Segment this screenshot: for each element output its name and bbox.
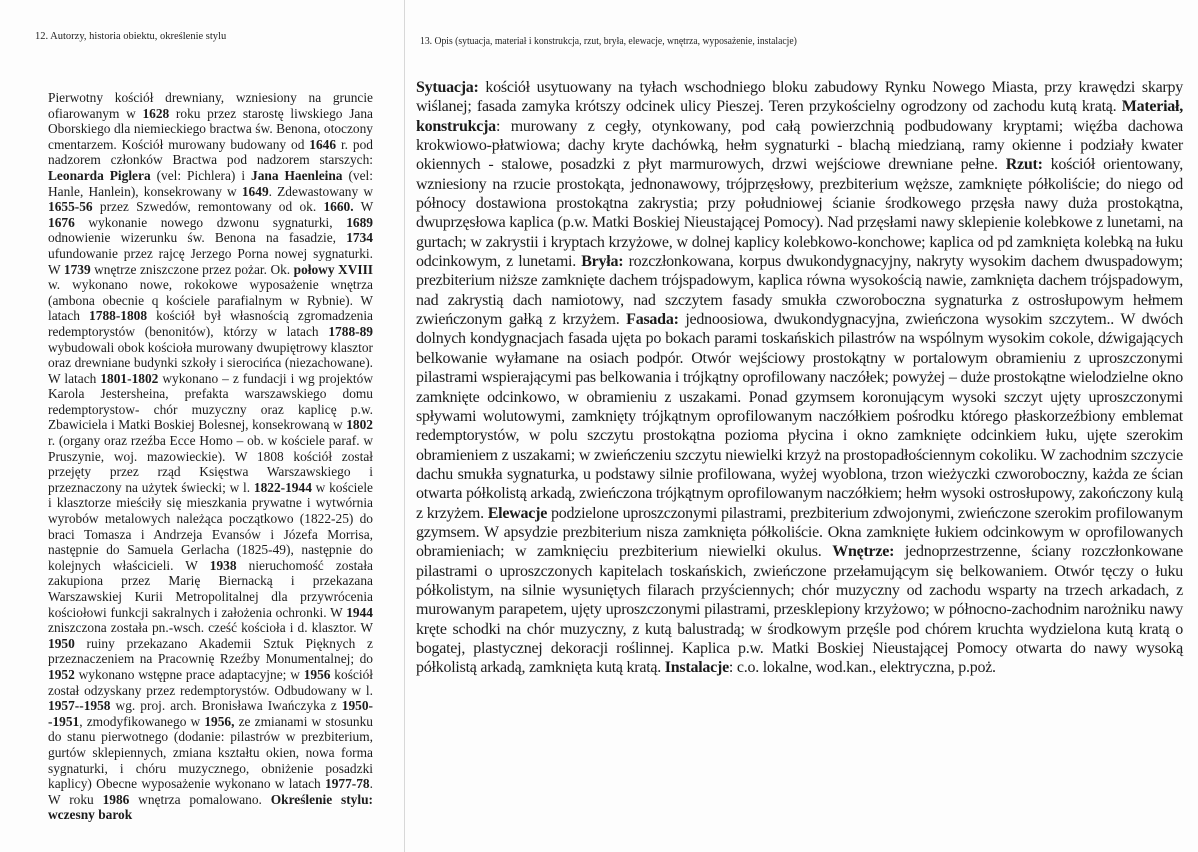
bold-text-run: 1660. <box>323 199 354 215</box>
text-run: jednoosiowa, dwukondygnacyjna, zwieńczona wysokim szczytem.. W dwóch dolnych kondygnacjach fasada ujęta po bokach parami toskańskich pilastrów na wspólnym wysokim cokole, dźwigających belkowanie wyłamane na osiach podpór. Otwór wejściowy prostokątny w portalowym obramieniu z uproszczonymi pilastrami wspierającymi pas belkowania i trójkątny oprofilowany naczółek; powyżej – duże prostokątne wielodzielne okno zamknięte odcinkowo, w obramieniu z uszakami. Ponad gzymsem koronującym wysoki szczyt ujęty uproszczonymi spływami wolutowymi, zamknięty trójkątnym oprofilowanym naczółkiem pośrodku którego płaskorzeźbiony emblemat redemptorystów, w polu szczytu prostokątna pozioma płycina i okno zamknięte odcinkiem łuku, ujęte szerokim obramieniem z uszakami; w zwieńczeniu szczytu niewielki krzyż na prostopadłościennym cokoliku. W zachodnim szczycie dachu smukła sygnaturka, u podstawy silnie profilowana, wyżej wyoblona, trzon wieżyczki czworoboczny, każda ze ścian otwarta półkolistą arkadą, zwieńczona trójkątnym oprofilowanym naczółkiem; hełm wysoki ostrosłupowy, zakończony kulą z krzyżem. <box>416 311 1184 522</box>
text-run: : murowany z cegły, otynkowany, pod całą powierzchnią podbudowany kryptami; więźba dachowa krokwiowo-płatwiowa; dachy kryte dachówką, hełm sygnaturki - blachą miedzianą, ramy okienne i podziały kwater okiennych - stalowe, posadzki z płyt marmurowych, drzwi wejściowe drewniane pełne. <box>416 117 1183 174</box>
text-run: : c.o. lokalne, wod.kan., elektryczna, p.poż. <box>728 659 996 677</box>
bold-text-run: 1655-56 <box>48 199 93 215</box>
text-run: rozczłonkowana, korpus dwukondygnacyjny, nakryty wysokim dachem dwuspadowym; prezbiterium niższe zamknięte dachem trójspadowym, kaplica równa wysokością nawie, zamknięta dachem trójspadowym, nad zakrystią dach namiotowy, nad szczytem fasady smukła czworoboczna sygnaturka z ostrosłupowym hełmem zwieńczonym gałką z krzyżem. <box>416 253 1183 329</box>
bold-text-run: 1986 <box>102 791 130 807</box>
text-run: jednoprzestrzenne, ściany rozczłonkowane pilastrami o uproszczonych kapitelach toskańskich, zwieńczone przełamującym się belkowaniem. Otwór tęczy o łuku półkolistym, na silnie wysuniętych filarach przyściennych; chór muzyczny od zachodu wsparty na trzech arkadach, z murowanym parapetem, ujęty uproszczonymi pilastrami, przesklepiony krzyżowo; w północno-zachodnim narożniku nawy kręte schodki na chór muzyczny, z kutą balustradą; w środkowym przęśle pod chórem kruchta wydzielona kutą kratą o bogatej, plastycznej dekoracji roślinnej. Kaplica p.w. Matki Boskiej Nieustającej Pomocy otwarta do nawy wysoką półkolistą arkadą, zamknięta kutą kratą. <box>416 543 1184 677</box>
text-run: kościół orientowany, wzniesiony na rzucie prostokąta, jednonawowy, trójprzęsłowy, prezbiterium węższe, zamknięte półkoliście; do niego od północy dostawiona prostokątna zakrystia; przy południowej ścianie środkowego przęsła nawy duża prostokątna, dwuprzęsłowa kaplica (p.w. Matki Boskiej Nieustającej Pomocy). Nad przęsłami nawy sklepienie kolebkowe z lunetami, na gurtach; w zakrystii i kryptach krzyżowe, w dolnej kaplicy kolebkowo-konchowe; kaplica od pd zamknięta kolebką na łuku odcinkowym, z lunetami. <box>416 156 1184 271</box>
text-run: ufundowanie przez rajcę Jerzego Porna nowej sygnaturki. W <box>48 245 373 277</box>
text-run: r. (organy oraz rzeźba Ecce Homo – ob. w kościele paraf. w Pruszynie, woj. mazowieckie). W 1808 kościół został przejęty przez rząd Księstwa Warszawskiego i przeznaczony na użytek świecki; w l. <box>48 433 373 495</box>
bold-text-run: 1788-89 <box>328 323 373 339</box>
text-run: zniszczona została pn.-wsch. cześć kościoła i d. klasztor. W <box>48 620 373 636</box>
bold-text-run: 1646 <box>309 136 337 152</box>
text-run: kościół usytuowany na tyłach wschodniego bloku zabudowy Rynku Nowego Miasta, przy krawędzi skarpy wiślanej; fasada zamyka krótszy odcinek ulicy Pieszej. Teren przykościelny ogrodzony od zachodu kutą kratą. <box>416 79 1183 116</box>
bold-text-run: połowy XVIII <box>293 261 373 277</box>
text-run: . Zdewastowany w <box>268 183 374 199</box>
bold-text-run: 1956 <box>303 666 331 682</box>
bold-text-run: Fasada: <box>626 311 679 329</box>
text-run: ruiny przekazano Akademii Sztuk Pięknych z przeznaczeniem na Pracownię Rzeźby Monumentalnej; do <box>48 635 373 667</box>
bold-text-run: 1649 <box>241 183 269 199</box>
bold-text-run: Instalacje <box>664 659 729 677</box>
text-run: roku przez starostę liwskiego Jana Oborskiego dla niemieckiego bractwa św. Benona, otoczony cmentarzem. Kościół murowany budowany od <box>48 105 373 152</box>
text-run: (vel: Hanle, Hanlein), konsekrowany w <box>48 167 373 199</box>
bold-text-run: 1689 <box>346 214 373 230</box>
text-run: nieruchomość została zakupiona przez Marię Biernacką i przekazana Warszawskiej Kurii Metropolitalnej dla przywrócenia kościołowi funkcji sakralnych i założenia ochronki. W <box>48 557 373 620</box>
section-13-header: 13. Opis (sytuacja, materiał i konstrukcja, rzut, bryła, elewacje, wnętrza, wyposażenie, instalacje) <box>420 36 797 47</box>
history-text <box>48 90 373 823</box>
text-run: wykonanie nowego dzwonu sygnaturki, <box>74 214 347 230</box>
text-run: odnowienie wizerunku św. Benona na fasadzie, <box>48 230 347 246</box>
bold-text-run: Bryła: <box>581 253 624 271</box>
bold-text-run: 1952 <box>48 666 75 682</box>
text-run: w kościele i klasztorze mieściły się mieszkania prywatne i wytwórnia wyrobów metalowych należąca początkowo (1822-25) do braci Tomasza i Andrzeja Evansów i Józefa Morrisa, następnie do Samuela Gerlacha (1825-49), następnie do kolejnych właścicieli. W <box>48 479 373 573</box>
text-run: wg. proj. arch. Bronisława Iwańczyka z <box>110 698 342 714</box>
bold-text-run: 1822-1944 <box>253 479 312 495</box>
bold-text-run: Elewacje <box>487 504 548 522</box>
bold-text-run: 1628 <box>142 105 170 121</box>
text-run: podzielone uproszczonymi pilastrami, prezbiterium zdwojonymi, zwieńczone szerokim profilowanym gzymsem. W apsydzie prezbiterium nisza zamknięta półkoliście. Okna zamknięte łukiem odcinkowym w oprofilowanych obramieniach; w zamknięciu prezbiterium niewielki okulus. <box>416 504 1184 561</box>
bold-text-run: 1802 <box>346 417 373 433</box>
bold-text-run: 1938 <box>209 557 237 573</box>
column-divider <box>404 0 405 852</box>
bold-text-run: 1788-1808 <box>89 308 148 324</box>
text-run: . W roku <box>48 776 373 807</box>
section-12-header: 12. Autorzy, historia obiektu, określenie stylu <box>35 31 227 42</box>
text-run: wybudowali obok kościoła murowany dwupiętrowy klasztor oraz drewniane budynki szkoły i sierocińca (niezachowane). W latach <box>48 339 373 386</box>
text-run: r. pod nadzorem członków Bractwa pod nadzorem starszych: <box>48 136 373 168</box>
text-run: przez Szwedów, remontowany od ok. <box>92 199 324 215</box>
text-run: w. wykonano nowe, rokokowe wyposażenie wnętrza (ambona obecnie q kościele parafialnym w Rybnie). W latach <box>48 277 373 324</box>
bold-text-run: Sytuacja: <box>416 79 479 96</box>
text-run: , zmodyfikowanego w <box>79 713 205 729</box>
bold-text-run: Jana Haenleina <box>251 167 343 183</box>
bold-text-run: 1977-78 <box>325 776 370 792</box>
bold-text-run: 1957--1958 <box>48 698 111 714</box>
text-run: kościół był własnością zgromadzenia redemptorystów (benonitów), którzy w latach <box>48 308 373 339</box>
bold-text-run: 1944 <box>346 604 373 620</box>
bold-text-run: Rzut: <box>1005 156 1043 174</box>
bold-text-run: 1950--1951 <box>48 698 373 729</box>
bold-text-run: 1734 <box>346 230 373 246</box>
bold-text-run: Materiał, konstrukcja <box>416 98 1183 135</box>
text-run: wnętrza pomalowano. <box>129 791 271 807</box>
bold-text-run: 1739 <box>63 261 91 277</box>
text-run: wnętrze zniszczone przez pożar. Ok. <box>90 261 294 277</box>
bold-text-run: Leonarda Piglera <box>48 167 151 183</box>
text-run: wykonano wstępne prace adaptacyjne; w <box>74 666 304 682</box>
bold-text-run: 1950 <box>48 635 75 651</box>
text-run: Pierwotny kościół drewniany, wzniesiony na gruncie ofiarowanym w <box>48 90 373 121</box>
bold-text-run: Określenie stylu: wczesny barok <box>48 791 374 823</box>
text-run: W <box>353 199 373 215</box>
bold-text-run: 1956, <box>204 713 235 729</box>
bold-text-run: 1801-1802 <box>100 370 159 386</box>
text-run: wykonano – z fundacji i wg projektów Karola Jestersheina, prefakta warszawskiego domu redemptorystow- chór muzyczny oraz kaplicę p.w. Zbawiciela i Matki Boskiej Bolesnej, konsekrowaną w <box>48 370 373 433</box>
bold-text-run: Wnętrze: <box>832 543 895 561</box>
text-run: (vel: Pichlera) i <box>150 167 251 183</box>
bold-text-run: 1676 <box>48 214 75 230</box>
text-run: kościół został odzyskany przez redemptorystów. Odbudowany w l. <box>48 666 373 698</box>
description-text <box>416 78 1183 678</box>
text-run: ze zmianami w stosunku do stanu pierwotnego (dodanie: pilastrów w prezbiterium, gurtów sklepiennych, zmiana kształtu okien, nowa forma sygnaturki, i chóru muzycznego, obniżenie posadzki kaplicy) Obecne wyposażenie wykonano w latach <box>48 713 373 792</box>
